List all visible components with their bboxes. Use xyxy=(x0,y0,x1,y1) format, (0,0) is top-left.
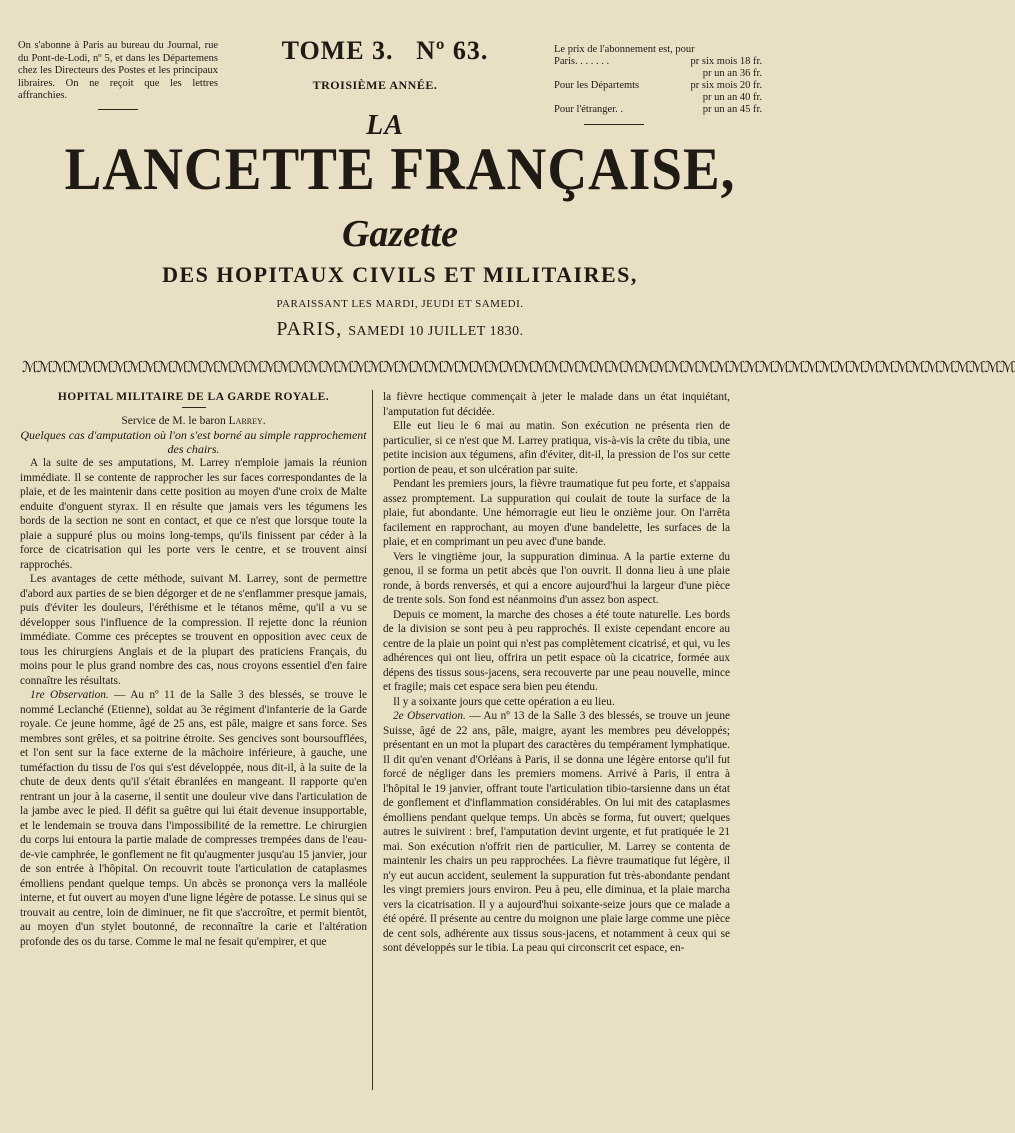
paragraph: Il y a soixante jours que cette opération a eu lieu. xyxy=(393,695,615,708)
paragraph: Pendant les premiers jours, la fièvre traumatique fut peu forte, et s'appaisa assez promptement. La suppuration qui coulait de toute la surface de la plaie, fut abondante. Une hémorragie eut lieu le onzième jour. On l'arrêta facilement en rapprochant, au moyen d'une bandelette, les surfaces de la plaie, et en comprimant un peu avec d'une bande. xyxy=(383,478,730,548)
price-row: Pour les Départemts pr six mois 20 fr. xyxy=(554,80,762,91)
masthead-article: LA xyxy=(366,110,404,141)
observation-2: 2e Observation. — Au nº 13 de la Salle 3 des blessés, se trouve un jeune Suisse, âgé de 22 ans, pâle, maigre, ayant les membres peu développés; présentant en un mot la plupart des caractères du tempérament lymphatique. Il dit qu'en venant d'Orléans à Paris, il se donna une légère entorse qu'il fut forcé de négliger dans les premiers momens. Arrivé à Paris, il entra à l'hôpital le 19 janvier, offrant toute l'articulation tibio-tarsienne dans un état de gonflement et d'inflammation considérables. On lui mit des cataplasmes émolliens pendant quelque temps. Un abcès se forma, fut ouvert; quelques autres le suivirent : bref, l'amputation devint urgente, et fut pratiquée le 21 mai. Son exécution n'offrit rien de particulier, M. Larrey se contenta de maintenir les chairs un peu rapprochées. La fièvre traumatique fut légère, il n'y eut aucun accident, seulement la suppuration fut très-abondante pendant les vingt premiers jours environ. Peu à peu, elle diminua, et la plaie marcha vers la cicatrisation. Il y a aujourd'hui soixante-seize jours que ce malade a été opéré. Il présente au centre du moignon une plaie large comme une pièce de cent sols, adhérente aux tissus sous-jacens, et notamment à ceux qui se sont développés sur le tibia. La peau qui circonscrit cet espace, en- xyxy=(383,710,730,954)
price-intro: Le prix de l'abonnement est, pour xyxy=(554,44,695,55)
service-line: Service de M. le baron Larrey. xyxy=(121,414,266,427)
dateline xyxy=(150,318,650,341)
paragraph: Elle eut lieu le 6 mai au matin. Son exécution ne présenta rien de particulier, si ce n'est que M. Larrey pratiqua, vis-à-vis la crête du tibia, une petite incision aux tégumens, afin d'éviter, dit-il, la pression de l'os sur cette portion de peau, et son ulcération par suite. xyxy=(383,420,730,476)
publication-frequency: PARAISSANT LES MARDI, JEUDI ET SAMEDI. xyxy=(276,298,524,310)
observation-label: 2e Observation. xyxy=(393,710,466,722)
year-label: TROISIÈME ANNÉE. xyxy=(312,78,438,92)
dateline-date: SAMEDI 10 JUILLET 1830. xyxy=(348,324,524,339)
price-row: Pour l'étranger. . pr un an 45 fr. xyxy=(554,104,762,115)
subscription-note xyxy=(18,40,218,110)
tome-label: TOME 3. xyxy=(281,36,394,65)
observation-1: 1re Observation. — Au nº 11 de la Salle 3 des blessés, se trouve le nommé Leclanché (Etienne), soldat au 3e régiment d'infanterie de la Garde royale. Ce jeune homme, âgé de 25 ans, est pâle, maigre et sans force. Ses membres sont grêles, et sa poitrine étroite. Ses gencives sont boursoufflées, et l'on sent sur la face externe de la mâchoire inférieure, à gauche, une tuméfaction du tissu de l'os qui s'est développée, nous dit-il, à la suite de la chute de deux dents qu'il s'était ébranlées en mangeant. Il rapporte qu'en rentrant un jour à la caserne, il sentit une douleur vive dans l'articulation de la jambe avec le pied. Il défit sa guêtre qui lui était devenue insupportable, et le lendemain se trouva dans l'impossibilité de la remettre. Le chirurgien du corps lui entoura la partie malade de compresses trempées dans de l'eau-de-vie camphrée, le gonflement ne fit qu'augmenter jusqu'au 15 janvier, jour de son entrée à l'hôpital. On recouvrit toute l'articulation de cataplasmes émolliens pendant quelque temps. Un abcès se prononça vers la malléole interne, et fut ouvert au moyen d'une ligne légère de potasse. Le sinus qui se trouvait au centre, loin de diminuer, ne fit que s'accroître, et permit bientôt, au moyen d'un stylet boutonné, de reconnaître la carie et l'altération profonde des os du tarse. Comme le mal ne fesait qu'empirer, et que xyxy=(20,689,368,948)
paragraph: Vers le vingtième jour, la suppuration diminua. A la partie externe du genou, il se forma un petit abcès que l'on ouvrit. Il donna lieu à une plaie ronde, à bords renversés, et qui a encore aujourd'hui la largeur d'une pièce de trente sols. Son fond est néanmoins d'un assez bon aspect. xyxy=(383,550,730,606)
price-box xyxy=(554,44,762,125)
price-row: Paris. . . . . . . pr six mois 18 fr. xyxy=(554,56,762,67)
divider xyxy=(98,109,138,110)
column-divider xyxy=(372,390,373,1090)
volume-issue xyxy=(270,36,500,66)
divider xyxy=(182,407,206,408)
masthead-title: LANCETTE FRANÇAISE, xyxy=(64,136,736,202)
section-heading: HOPITAL MILITAIRE DE LA GARDE ROYALE. xyxy=(57,391,330,403)
paragraph: Depuis ce moment, la marche des choses a été toute naturelle. Les bords de la division se sont peu à peu rapprochés. Il existe cependant encore au centre de la plaie un point qui n'est pas complètement cicatrisé, et qui, vu les adhérences qui ont lieu, offrira un petit espace où la cicatrice, formée aux dépens des tissus sous-jacens, sera recouverte par une peau nouvelle, mince et fragile; mais cet espace sera bien peu étendu. xyxy=(383,608,730,693)
paragraph: Les avantages de cette méthode, suivant M. Larrey, sont de permettre d'abord aux parties de se bien dégorger et de ne s'enflammer presque jamais, puis d'éviter les douleurs, l'éréthisme et le tétanos même, qu'il a vu se développer sous l'influence de la compression. Il rejette donc la réunion immédiate. Comme ces préceptes se trouvent en opposition avec ceux de tous les chirurgiens Anglais et de la plupart des praticiens Français, du moins pour le plus grand nombre des cas, nous croyons essentiel d'en faire connaître les résultats. xyxy=(20,573,367,687)
divider xyxy=(584,124,644,125)
paragraph: A la suite de ses amputations, M. Larrey n'emploie jamais la réunion immédiate. Il se contente de rapprocher les sur faces correspondantes de la plaie, et de les maintenir dans cette position au moyen d'une croix de Malte enduite d'onguent styrax. Il en résulte que jamais vers les tégumens les bords de la section ne sont en contact, et que ce n'est que lorsque toute la plaie a suppuré plus ou moins long-temps, qu'ils finissent par céder à la force de cicatrisation qui les porte vers le centre, et se trouvent ainsi rapprochés. xyxy=(20,457,367,571)
service-name: Larrey. xyxy=(228,414,266,427)
masthead-subtitle: DES HOPITAUX CIVILS ET MILITAIRES, xyxy=(162,262,638,287)
dateline-city: PARIS, xyxy=(276,318,343,340)
issue-number: Nº 63. xyxy=(416,36,489,65)
ornamental-border: ℳℳℳℳℳℳℳℳℳℳℳℳℳℳℳℳℳℳℳℳℳℳℳℳℳℳℳℳℳℳℳℳℳℳℳℳℳℳℳℳℳℳℳℳℳℳℳℳℳℳℳℳℳℳℳℳℳℳℳℳℳℳℳℳℳℳ xyxy=(22,360,1015,376)
column-left xyxy=(20,390,367,949)
column-right xyxy=(383,390,730,956)
observation-label: 1re Observation. xyxy=(30,689,109,701)
gazette-label: Gazette xyxy=(341,213,459,255)
article-title: Quelques cas d'amputation où l'on s'est borné au simple rapprochement des chairs. xyxy=(20,428,367,456)
price-row: pr un an 36 fr. xyxy=(702,68,762,79)
paragraph: la fièvre hectique commençait à jeter le malade dans un état inquiétant, l'amputation fut décidée. xyxy=(383,391,730,418)
subscription-text: On s'abonne à Paris au bureau du Journal, rue du Pont-de-Lodi, nº 5, et dans les Départemens chez les Directeurs des Postes et les principaux libraires. On ne reçoit que les lettres affranchies. xyxy=(18,40,218,101)
price-row: pr un an 40 fr. xyxy=(702,92,762,103)
